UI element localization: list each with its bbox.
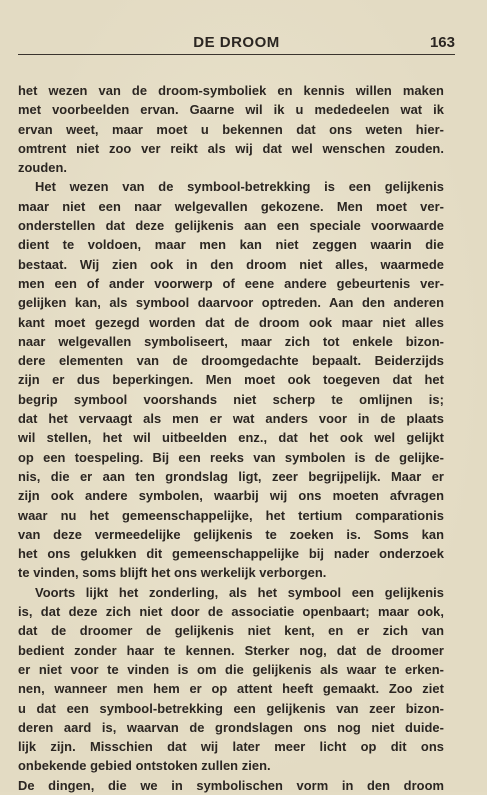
text-line: het wezen van de droom-symboliek en kennis willen maken xyxy=(18,83,444,98)
page-header xyxy=(18,30,455,56)
text-line: men een of ander voorwerp of eene andere gebeurtenis ver- xyxy=(18,275,444,291)
text-line: het ons gelukken dit gemeenschappelijke bij nader onderzoek xyxy=(18,546,444,562)
page-number: 163 xyxy=(429,34,455,51)
text-line: zijn ook andere symbolen, waarbij wij ons moeten afvragen xyxy=(18,488,444,504)
text-line: dat het vervaagt als men er wat anders voor in de plaats xyxy=(18,411,444,427)
text-line: is, dat deze zich niet door de associatie openbaart; maar ook, xyxy=(18,604,444,620)
text-line: bestaat. Wij zien ook in den droom niet alles, waarmede xyxy=(18,256,444,272)
text-line: zouden. xyxy=(18,160,68,176)
text-line: kant moet gezegd worden dat de droom ook maar niet alles xyxy=(18,314,444,330)
header-rule xyxy=(18,54,455,55)
running-head: DE DROOM xyxy=(193,34,280,51)
text-line: naar welgevallen symboliseert, maar zich tot enkele bizon- xyxy=(18,333,444,349)
text-line: bedient zonder haar te kennen. Sterker nog, dat de droomer xyxy=(18,642,444,658)
text-line: nen, wanneer men hem er op attent heeft gemaakt. Zoo ziet xyxy=(18,681,444,697)
text-line: omtrent niet zoo ver reikt als wij dat wel wenschen zouden. xyxy=(18,140,444,156)
text-line: deren aard is, waarvan de grondslagen ons nog niet duide- xyxy=(18,719,444,735)
text-line: dere elementen van de droomgedachte bepaalt. Beiderzijds xyxy=(18,353,444,369)
text-line: Het wezen van de symbool-betrekking is een gelijkenis xyxy=(35,179,444,195)
text-line: van deze vermeedelijke gelijkenis te zoeken is. Soms kan xyxy=(18,526,444,542)
text-line: ervan weet, maar moet u bekennen dat ons weten hier- xyxy=(18,121,444,137)
text-line: te vinden, soms blijft het ons werkelijk verborgen. xyxy=(18,565,327,581)
text-line: waar nu het gemeenschappelijke, het tertium comparationis xyxy=(18,507,444,523)
body-text xyxy=(18,81,444,795)
text-line: op een toespeling. Bij een reeks van symbolen is de gelijke- xyxy=(18,449,444,465)
text-line: dient te voldoen, maar men kan niet zeggen waarin die xyxy=(18,237,444,253)
text-line: De dingen, die we in symbolischen vorm in den droom xyxy=(18,777,444,793)
text-line: dat de droomer de gelijkenis niet kent, en er zich van xyxy=(18,623,444,639)
text-line: u dat een symbool-betrekking een gelijkenis van zeer bizon- xyxy=(18,700,444,716)
text-line: maar niet een naar welgevallen gekozene. Men moet ver- xyxy=(18,198,444,214)
text-line: onbekende gebied ontstoken zullen zien. xyxy=(18,758,271,774)
text-line: met voorbeelden ervan. Gaarne wil ik u mededeelen wat ik xyxy=(18,102,444,118)
text-line: er niet voor te vinden is om die gelijkenis als waar te erken- xyxy=(18,661,444,677)
text-line: lijk zijn. Misschien dat wij later meer licht op dit ons xyxy=(18,739,444,755)
text-line: wil stellen, het wil uitbeelden enz., dat het ook wel gelijkt xyxy=(18,430,444,446)
text-line: zijn er dus beperkingen. Men moet ook toegeven dat het xyxy=(18,372,444,388)
text-line: nis, die er aan ten grondslag ligt, zeer begrijpelijk. Maar er xyxy=(18,468,444,484)
text-line: Voorts lijkt het zonderling, als het symbool een gelijkenis xyxy=(35,584,444,600)
text-line: onderstellen dat deze gelijkenis aan een speciale voorwaarde xyxy=(18,218,444,234)
text-line: gelijken kan, als symbool daarvoor optreden. Aan den anderen xyxy=(18,295,444,311)
text-line: begrip symbool voorshands niet scherp te omlijnen is; xyxy=(18,391,444,407)
